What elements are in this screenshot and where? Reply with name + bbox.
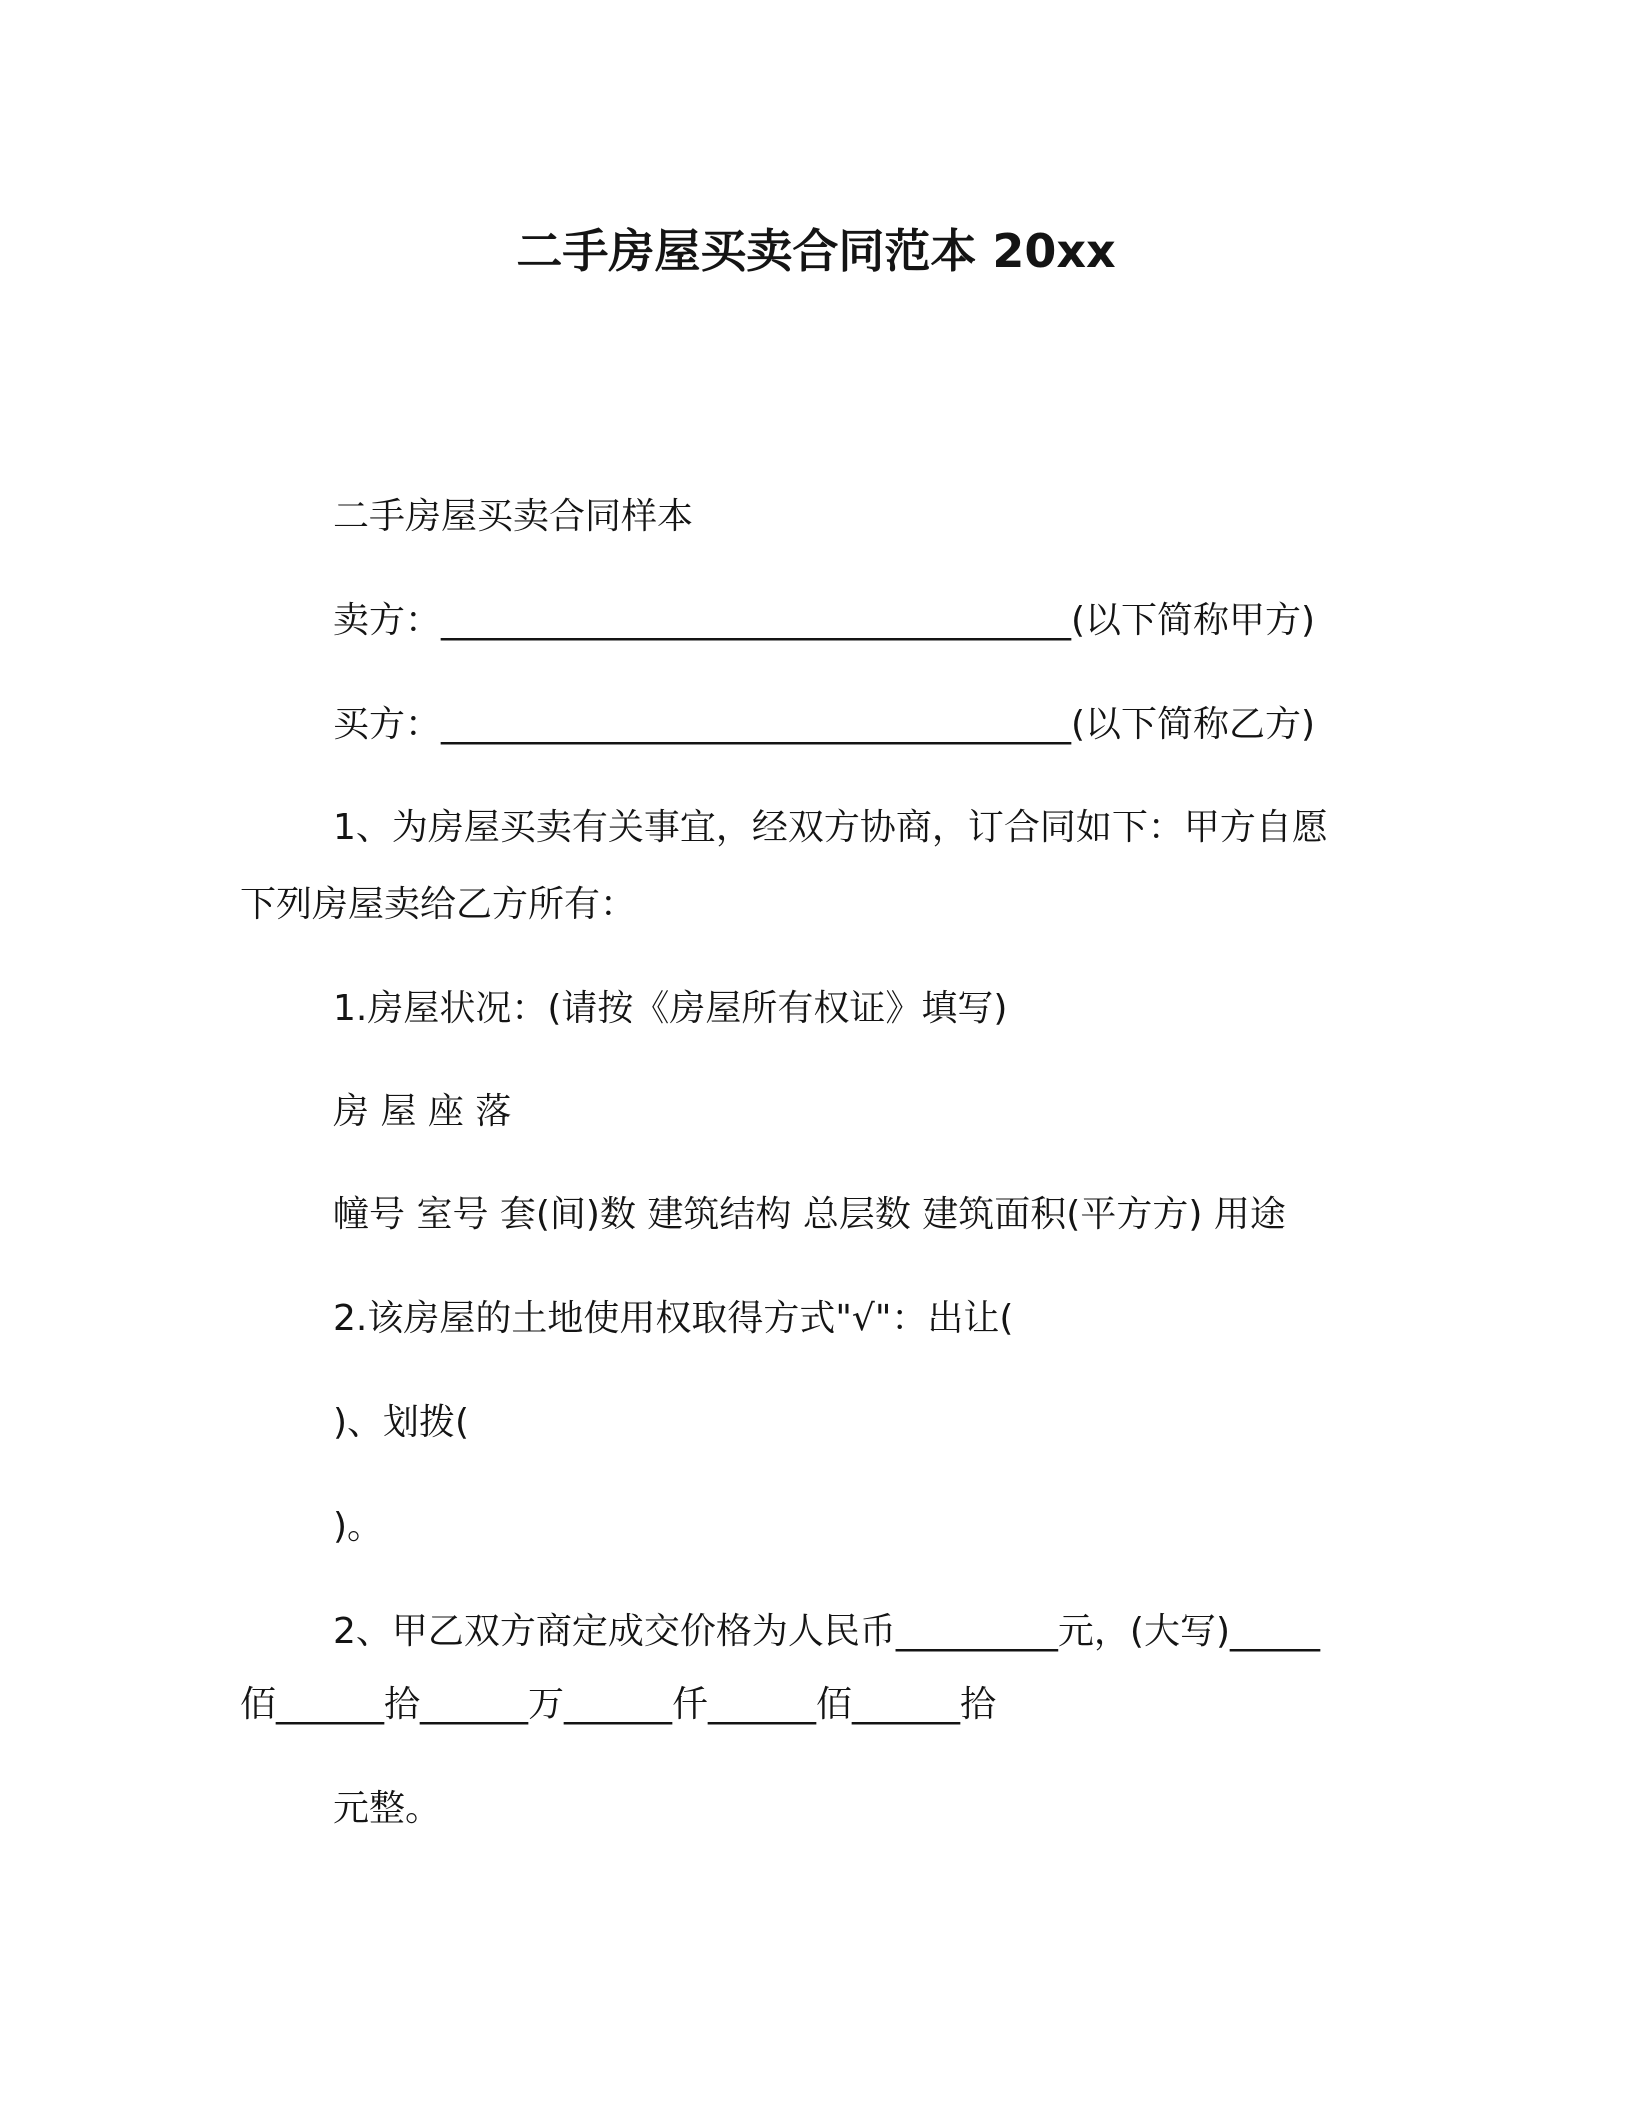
land-use-allocation-line: )、划拨( (333, 1402, 470, 1443)
house-status-line: 1.房屋状况：(请按《房屋所有权证》填写) (333, 988, 1008, 1029)
seller-line: 卖方：___________________________________(以下简称甲方) (333, 600, 1316, 641)
land-use-line: 2.该房屋的土地使用权取得方式"√"：出让( (333, 1298, 1014, 1339)
section-heading: 二手房屋买卖合同样本 (333, 496, 694, 537)
house-location-label: 房 屋 座 落 (333, 1091, 512, 1132)
price-line-3: 元整。 (333, 1788, 442, 1829)
house-attributes-line: 幢号 室号 套(间)数 建筑结构 总层数 建筑面积(平方方) 用途 (333, 1194, 1286, 1235)
clause-1-line-1: 1、为房屋买卖有关事宜，经双方协商，订合同如下：甲方自愿 (333, 807, 1328, 848)
price-line-1: 2、甲乙双方商定成交价格为人民币_________元，(大写)_____ (333, 1611, 1320, 1652)
buyer-line: 买方：___________________________________(以下简称乙方) (333, 704, 1316, 745)
land-use-end-line: )。 (333, 1506, 384, 1547)
document-title: 二手房屋买卖合同范本 20xx (516, 224, 1116, 278)
clause-1-line-2: 下列房屋卖给乙方所有： (240, 884, 637, 925)
price-line-2: 佰______拾______万______仟______佰______拾 (240, 1684, 996, 1725)
